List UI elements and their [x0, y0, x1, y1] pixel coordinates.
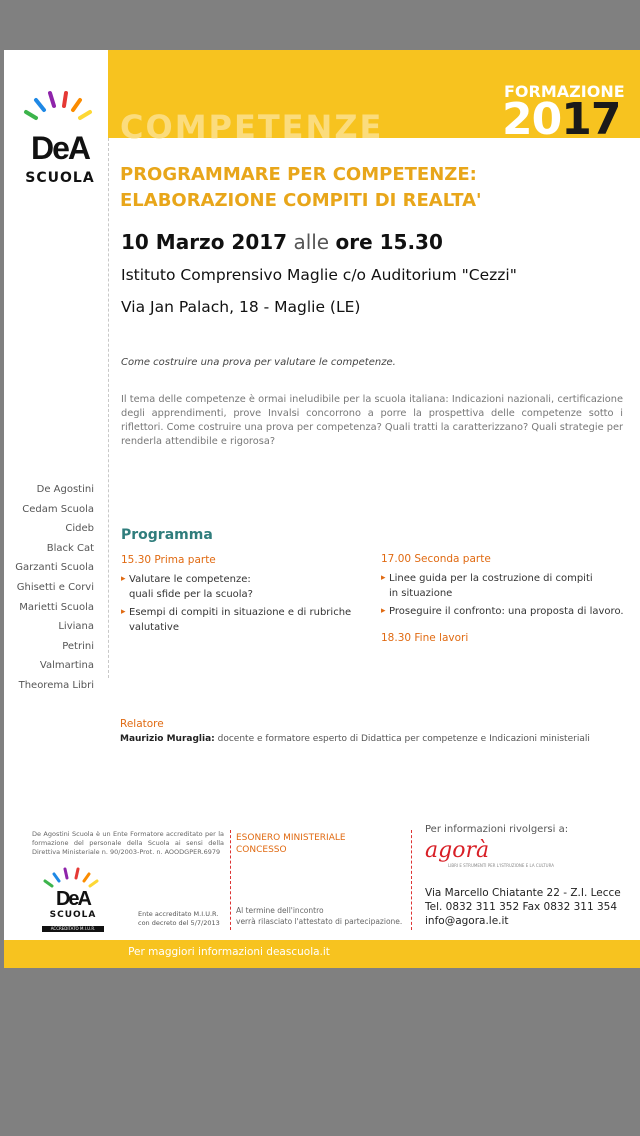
rays-icon	[22, 88, 98, 128]
programma-part-1	[121, 553, 361, 635]
title-line-1: PROGRAMMARE PER COMPETENZE:	[120, 164, 477, 185]
brand-list	[4, 480, 94, 696]
attestato-note	[236, 905, 402, 927]
esonero-line: CONCESSO	[236, 845, 287, 855]
ente-line: con decreto del 5/7/2013	[138, 919, 220, 927]
item-line: in situazione	[389, 588, 453, 599]
ente-line: Ente accreditato M.I.U.R.	[138, 910, 219, 918]
website-link[interactable]: Per maggiori informazioni deascuola.it	[128, 946, 330, 958]
date-connector: alle	[293, 230, 330, 254]
bottom-bar	[4, 940, 640, 968]
item-line: quali sfide per la scuola?	[129, 589, 253, 600]
relatore-heading: Relatore	[120, 718, 164, 730]
dea-logo	[22, 88, 102, 198]
brand-item: Petrini	[62, 640, 94, 652]
subtitle: Come costruire una prova per valutare le competenze.	[121, 357, 396, 368]
brand-item: Liviana	[58, 621, 94, 633]
date-text: 10 Marzo 2017	[121, 230, 288, 254]
sidebar-divider	[108, 138, 109, 678]
logo-scuola-text: SCUOLA	[49, 910, 97, 920]
fine-lavori: 18.30 Fine lavori	[381, 632, 469, 644]
brand-item: De Agostini	[36, 484, 94, 495]
programma-title: Programma	[121, 527, 213, 543]
email-link[interactable]: info@agora.le.it	[425, 915, 509, 927]
info-heading: Per informazioni rivolgersi a:	[425, 824, 569, 835]
ente-formatore-note: De Agostini Scuola è un Ente Formatore accreditato per la formazione del personale della Scuola ai sensi della Direttiva Ministeriale n. 90/2003-Prot. n. AOODGPER.6979	[32, 830, 224, 856]
logo-dea-text: DeA	[55, 888, 90, 910]
contact-info	[425, 886, 621, 928]
rays-icon	[40, 866, 106, 890]
esonero-ministeriale	[236, 832, 346, 856]
phone: Tel. 0832 311 352 Fax 0832 311 354	[425, 901, 618, 913]
accreditato-bar: ACCREDITATO M.I.U.R.	[42, 926, 104, 932]
intro-paragraph: Il tema delle competenze è ormai ineludibile per la scuola italiana: Indicazioni nazionali, certificazione degli apprendimenti, prove Invalsi concorrono a porre la prospettiva delle competenze sotto i riflettori. Come costruire una prova per competenza? Quali tratti la caratterizzano? Quali strategie per renderla attendibile e rigorosa?	[121, 394, 624, 447]
brand-item: Ghisetti e Corvi	[16, 581, 94, 593]
brand-item: Marietti Scuola	[19, 601, 94, 613]
logo-dea-text: DeA	[30, 130, 89, 166]
brand-item: Cedam Scuola	[22, 503, 94, 515]
item-line: ▸ Valutare le competenze:	[129, 574, 251, 585]
time-text: ore 15.30	[335, 230, 443, 254]
formazione-year	[502, 94, 621, 145]
agora-logo: agorà	[425, 838, 490, 863]
address: Via Marcello Chiatante 22 - Z.I. Lecce	[425, 887, 621, 899]
item-line: ▸ Linee guida per la costruzione di compiti	[389, 573, 593, 584]
brand-item: Theorema Libri	[18, 679, 94, 691]
part-2-heading: 17.00 Seconda parte	[381, 553, 491, 565]
brand-item: Garzanti Scuola	[15, 562, 94, 574]
agora-tagline: LIBRI E STRUMENTI PER L'ISTRUZIONE E LA CULTURA	[448, 863, 554, 868]
flyer-page	[4, 50, 640, 968]
part-1-item	[121, 572, 361, 602]
footer-divider	[230, 830, 231, 930]
year-dark: 17	[561, 94, 621, 145]
programma-part-2	[381, 552, 631, 646]
attestato-line: Al termine dell'incontro	[236, 906, 324, 915]
venue-line-1: Istituto Comprensivo Maglie c/o Auditorium "Cezzi"	[121, 266, 517, 284]
part-1-item	[121, 605, 361, 635]
venue-line-2: Via Jan Palach, 18 - Maglie (LE)	[121, 298, 361, 316]
part-1-heading: 15.30 Prima parte	[121, 554, 216, 566]
ente-accreditato	[138, 910, 220, 928]
dea-logo-small	[40, 866, 110, 936]
title-line-2: ELABORAZIONE COMPITI DI REALTA'	[120, 190, 482, 211]
footer-divider	[411, 830, 412, 930]
relatore-description: docente e formatore esperto di Didattica per competenze e Indicazioni ministeriali	[217, 734, 590, 744]
esonero-line: ESONERO MINISTERIALE	[236, 833, 346, 843]
formazione-label: FORMAZIONE	[504, 82, 625, 101]
relatore-name: Maurizio Muraglia:	[120, 734, 215, 744]
brand-item: Valmartina	[39, 660, 94, 672]
relatore-text	[120, 734, 590, 744]
part-2-item	[381, 571, 631, 601]
item-line: ▸ Esempi di compiti in situazione e di rubriche	[129, 607, 352, 618]
competenze-watermark: COMPETENZE	[120, 108, 384, 146]
item-line: valutative	[129, 622, 179, 633]
year-white: 20	[502, 94, 562, 145]
part-2-item: ▸ Proseguire il confronto: una proposta di lavoro.	[381, 604, 631, 619]
brand-item: Black Cat	[46, 542, 94, 554]
logo-scuola-text: SCUOLA	[25, 170, 95, 186]
attestato-line: verrà rilasciato l'attestato di partecipazione.	[236, 917, 403, 926]
event-date	[121, 230, 443, 254]
brand-item: Cideb	[65, 523, 94, 535]
event-title	[120, 162, 482, 214]
